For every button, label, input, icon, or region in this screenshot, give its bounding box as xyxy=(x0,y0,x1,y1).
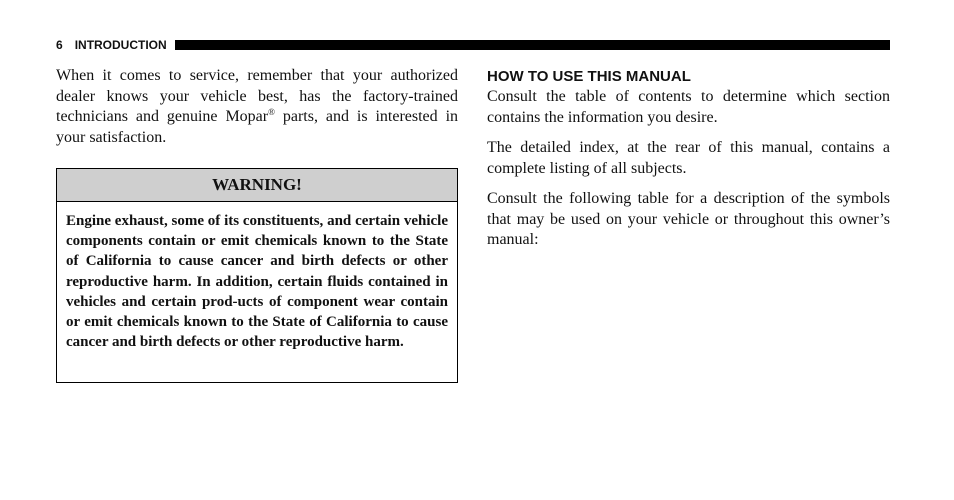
section-heading: HOW TO USE THIS MANUAL xyxy=(487,68,691,85)
warning-text: Engine exhaust, some of its constituents, and certain vehicle components contain or emit chemicals known to the State of California to cause cancer and birth defects or other reproductive harm. In addition, certain fluids contained in vehicles and certain prod-ucts of component wear contain or emit chemicals known to the State of California to cause cancer and birth defects or other reproductive harm. xyxy=(66,213,448,351)
warning-title: WARNING! xyxy=(57,169,457,202)
page-header xyxy=(56,38,890,52)
paragraph-table-of-contents: Consult the table of contents to determine which section contains the information you desire. xyxy=(487,88,890,126)
right-column xyxy=(487,66,890,261)
service-paragraph xyxy=(56,66,458,148)
page-number: 6 xyxy=(56,38,63,52)
header-rule xyxy=(175,40,890,50)
warning-box xyxy=(56,168,458,383)
registered-mark: ® xyxy=(268,107,275,117)
service-text-after: parts, and is interested in your satisfaction. xyxy=(56,108,459,146)
section-title: INTRODUCTION xyxy=(74,38,167,52)
paragraph-symbols: Consult the following table for a description of the symbols that may be used on your vehicle or throughout this owner’s manual: xyxy=(487,190,890,248)
paragraph-index: The detailed index, at the rear of this manual, contains a complete listing of all subjects. xyxy=(487,139,890,177)
service-text-before: When it comes to service, remember that your authorized dealer knows your vehicle best, has the factory-trained technicians and genuine Mopar xyxy=(56,67,458,125)
left-column xyxy=(56,66,458,158)
